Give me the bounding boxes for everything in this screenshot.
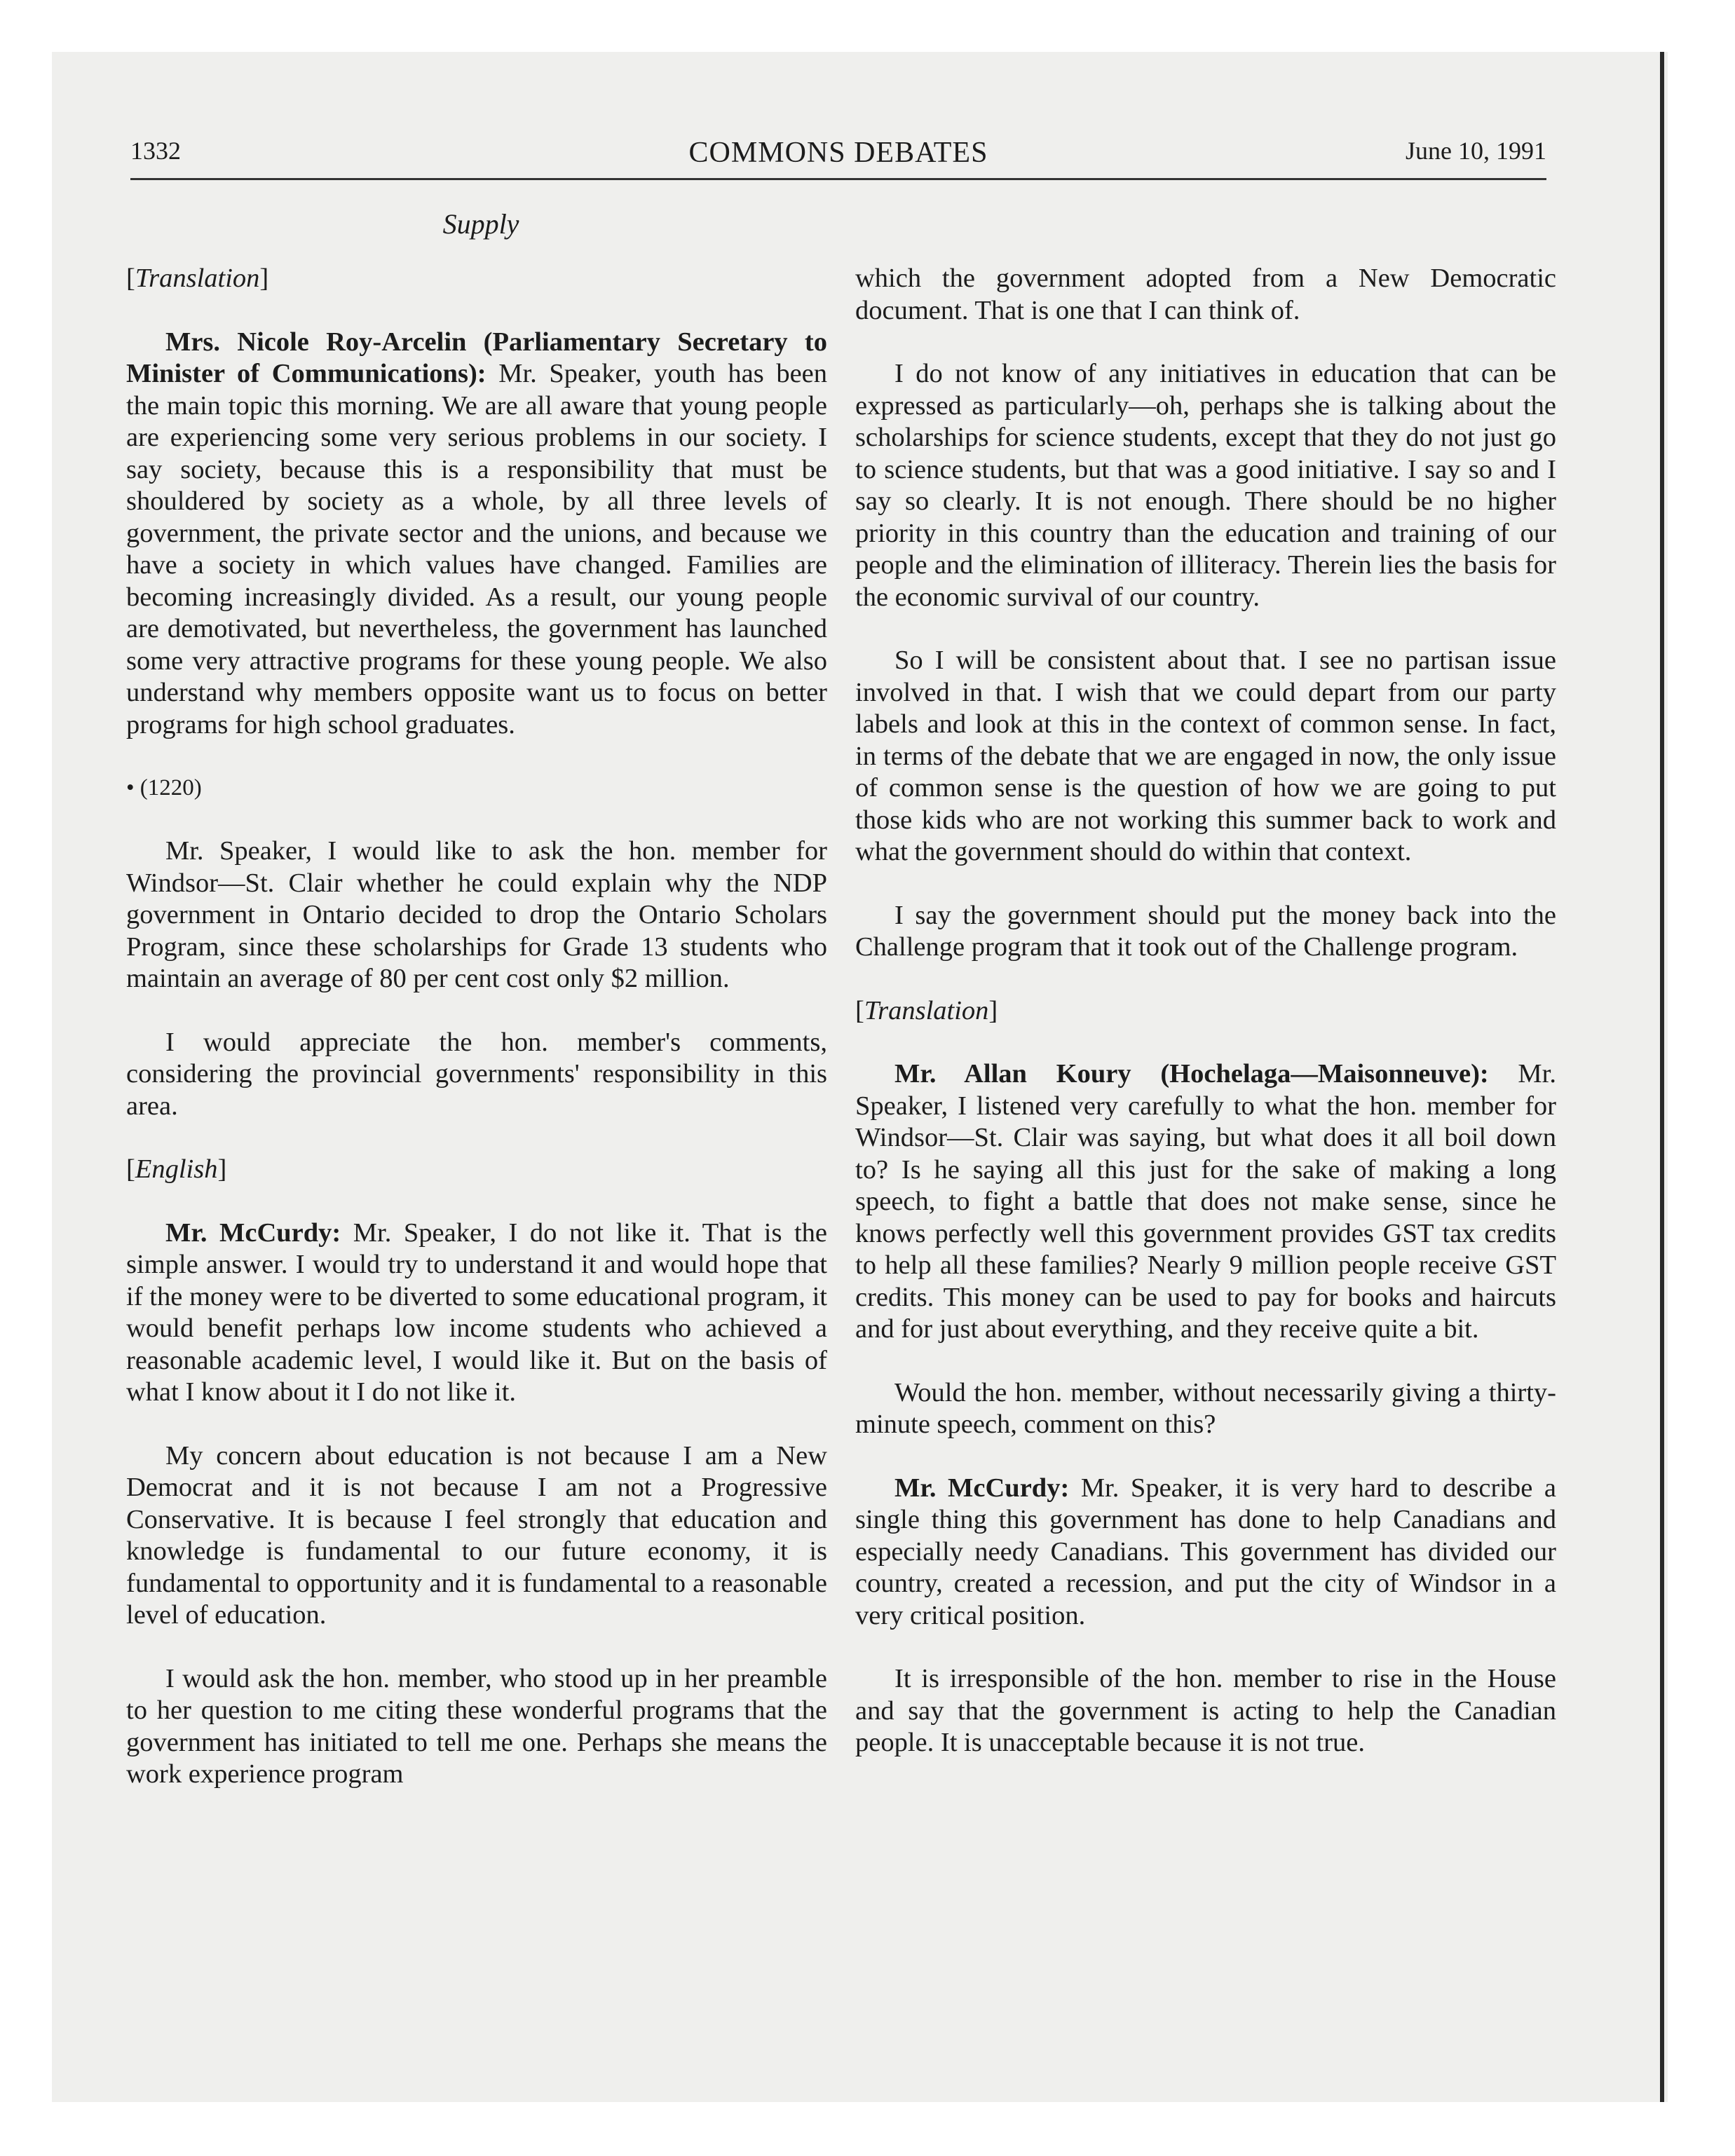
left-column [126, 263, 827, 1791]
paragraph-continued: which the government adopted from a New Democratic document. That is one that I can think of. [855, 264, 1556, 325]
tag-word: Translation [135, 264, 260, 293]
paragraph: So I will be consistent about that. I see no partisan issue involved in that. I wish that we could depart from our party labels and look at this in the context of common sense. In fact, in terms of the debate that we are engaged in now, the only issue of common sense is the question of how we are going to put those kids who are not working this summer back to work and what the government should do within that context. [855, 646, 1556, 866]
paragraph: Would the hon. member, without necessarily giving a thirty-minute speech, comment on this? [855, 1377, 1556, 1439]
time-marker: • (1220) [126, 775, 202, 800]
publication-date: June 10, 1991 [1406, 137, 1546, 165]
paragraph [126, 327, 827, 742]
paragraph: My concern about education is not because I am a New Democrat and it is not because I am not a Progressive Conservative. It is because I feel strongly that education and knowledge is fundamental to our future economy, it is fundamental to opportunity and it is fundamental to a reasonable level of education. [126, 1440, 827, 1630]
paragraph: It is irresponsible of the hon. member to rise in the House and say that the government is acting to help the Canadian people. It is unacceptable because it is not true. [855, 1664, 1556, 1757]
paragraph [855, 1473, 1556, 1632]
right-column [855, 263, 1556, 1759]
paragraph: I do not know of any initiatives in education that can be expressed as particularly—oh, perhaps she is talking about the scholarships for science students, except that they do not just go to science students, but that was a good initiative. I say so and I say so clearly. It is not enough. There should be no higher priority in this country than the education and training of our people and the elimination of illiteracy. Therein lies the basis for the economic survival of our country. [855, 359, 1556, 612]
paragraph: I would appreciate the hon. member's comments, considering the provincial governments' responsibility in this area. [126, 1027, 827, 1121]
speech-text: Mr. Speaker, I do not like it. That is the simple answer. I would try to understand it and would hope that if the money were to be diverted to some educational program, it would benefit perhaps low income students who achieved a reasonable academic level, I would like it. But on the basis of what I know about it I do not like it. [126, 1217, 827, 1407]
paragraph: Mr. Speaker, I would like to ask the hon. member for Windsor—St. Clair whether he could explain why the NDP government in Ontario decided to drop the Ontario Scholars Program, since these scholarships for Grade 13 students who maintain an average of 80 per cent cost only $2 million. [126, 836, 827, 993]
speaker-name: Mr. McCurdy: [894, 1473, 1070, 1503]
paragraph: I would ask the hon. member, who stood up in her preamble to her question to me citing these wonderful programs that the government has initiated to tell me one. Perhaps she means the work experience program [126, 1663, 827, 1789]
language-tag-english [126, 1154, 827, 1186]
section-title: Supply [442, 208, 519, 240]
speaker-name: Mr. Allan Koury (Hochelaga—Maisonneuve): [894, 1059, 1489, 1089]
tag-bracket-open: [ [126, 1154, 135, 1184]
tag-bracket-close: ] [217, 1154, 227, 1184]
tag-bracket-open: [ [126, 264, 135, 293]
paragraph [855, 1058, 1556, 1346]
speech-text: Mr. Speaker, youth has been the main topic this morning. We are all aware that young people are experiencing some very serious problems in our society. I say society, because this is a responsibility that must be shouldered by society as a whole, by all three levels of government, the private sector and the unions, and because we have a society in which values have changed. Families are becoming increasingly divided. As a result, our young people are demotivated, but nevertheless, the government has launched some very attractive programs for these young people. We also understand why members opposite want us to focus on better programs for high school graduates. [126, 359, 827, 739]
tag-bracket-close: ] [988, 995, 998, 1025]
speaker-name: Mrs. Nicole Roy-Arcelin (Parliamentary Secretary to Minister of Communications): [126, 327, 827, 388]
speech-text: Mr. Speaker, I listened very carefully to what the hon. member for Windsor—St. Clair was saying, but what does it all boil down to? Is he saying all this just for the sake of making a long speech, to fight a battle that does not make sense, since he knows perfectly well this government provides GST tax credits to help all these families? Nearly 9 million people receive GST credits. This money can be used to pay for books and haircuts and for just about everything, and they receive quite a bit. [855, 1059, 1556, 1344]
tag-word: English [135, 1154, 218, 1184]
page-header [130, 136, 1546, 180]
language-tag-translation [126, 263, 827, 295]
paragraph [126, 1217, 827, 1409]
tag-bracket-close: ] [259, 264, 269, 293]
speech-text: Mr. Speaker, it is very hard to describe a single thing this government has done to help Canadians and especially needy Canadians. This government has divided our country, created a recession, and put the city of Windsor in a very critical position. [855, 1473, 1556, 1630]
tag-bracket-open: [ [855, 995, 864, 1025]
tag-word: Translation [864, 995, 989, 1025]
paragraph: I say the government should put the money back into the Challenge program that it took out of the Challenge program. [855, 900, 1556, 962]
page-number: 1332 [130, 137, 181, 165]
publication-title: COMMONS DEBATES [688, 137, 988, 169]
scan-edge-shadow [1660, 52, 1664, 2102]
language-tag-translation [855, 995, 1556, 1028]
speaker-name: Mr. McCurdy: [165, 1217, 341, 1248]
